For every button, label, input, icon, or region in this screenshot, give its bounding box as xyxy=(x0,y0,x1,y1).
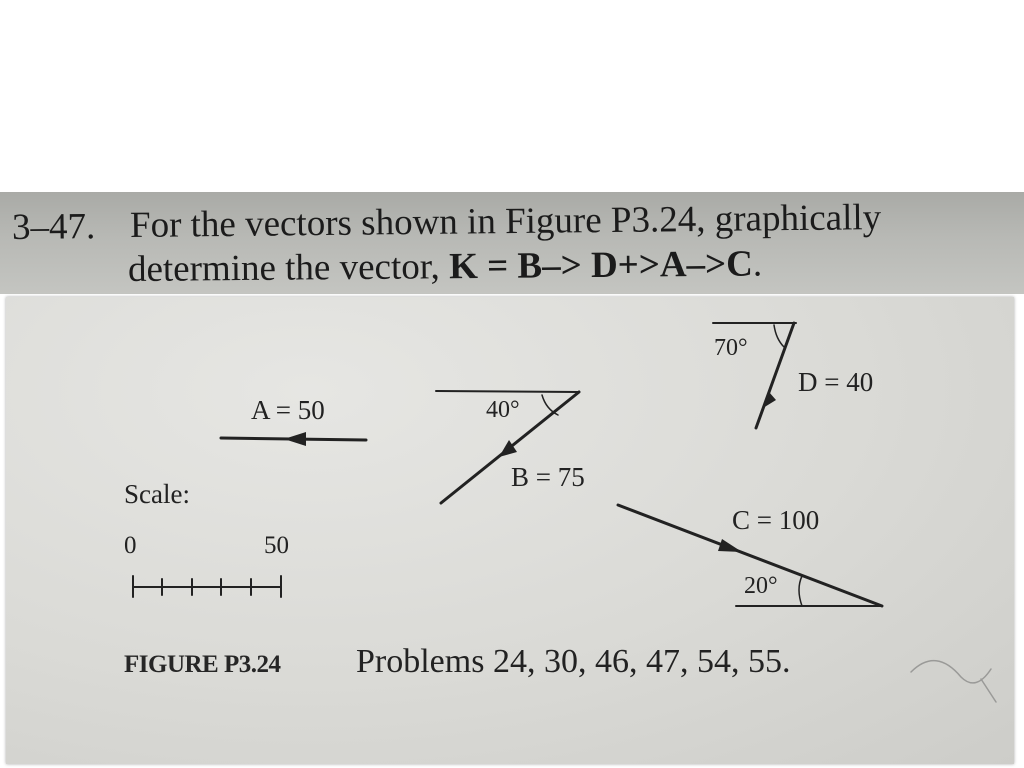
scale-label: Scale: xyxy=(124,479,190,509)
vector-equation: K = B–> D+>A–>C xyxy=(448,243,754,288)
vector-b-label: B = 75 xyxy=(511,462,585,492)
problem-statement xyxy=(0,192,1024,294)
problem-text-line1: For the vectors shown in Figure P3.24, graphically xyxy=(129,197,882,246)
vector-c-angle-arc xyxy=(799,576,802,606)
figure-p3-24 xyxy=(6,297,1014,764)
vector-b-reference-line xyxy=(436,391,579,392)
scale-max-label: 50 xyxy=(264,532,289,559)
vector-a-arrowhead xyxy=(284,432,306,446)
figure-caption-label: FIGURE P3.24 xyxy=(124,651,281,678)
vector-c-label: C = 100 xyxy=(732,505,820,535)
vector-d-angle-arc xyxy=(774,325,784,347)
problem-text-prefix: determine the vector, xyxy=(127,246,450,290)
problem-number: 3–47. xyxy=(11,206,96,248)
vector-d-angle-label: 70° xyxy=(714,335,748,361)
pencil-mark xyxy=(911,661,996,702)
vector-c-arrowhead xyxy=(718,539,742,552)
vector-d-label: D = 40 xyxy=(798,367,874,397)
problem-text-suffix: . xyxy=(752,243,763,285)
scale-bar xyxy=(133,576,281,597)
problem-text-line2 xyxy=(128,242,763,291)
vector-d-line xyxy=(756,323,794,428)
scale-min-label: 0 xyxy=(124,532,137,559)
vector-c-angle-label: 20° xyxy=(744,573,778,599)
vector-b-angle-label: 40° xyxy=(486,397,520,423)
figure-caption-text: Problems 24, 30, 46, 47, 54, 55. xyxy=(356,643,791,680)
vector-a-label: A = 50 xyxy=(251,395,325,425)
